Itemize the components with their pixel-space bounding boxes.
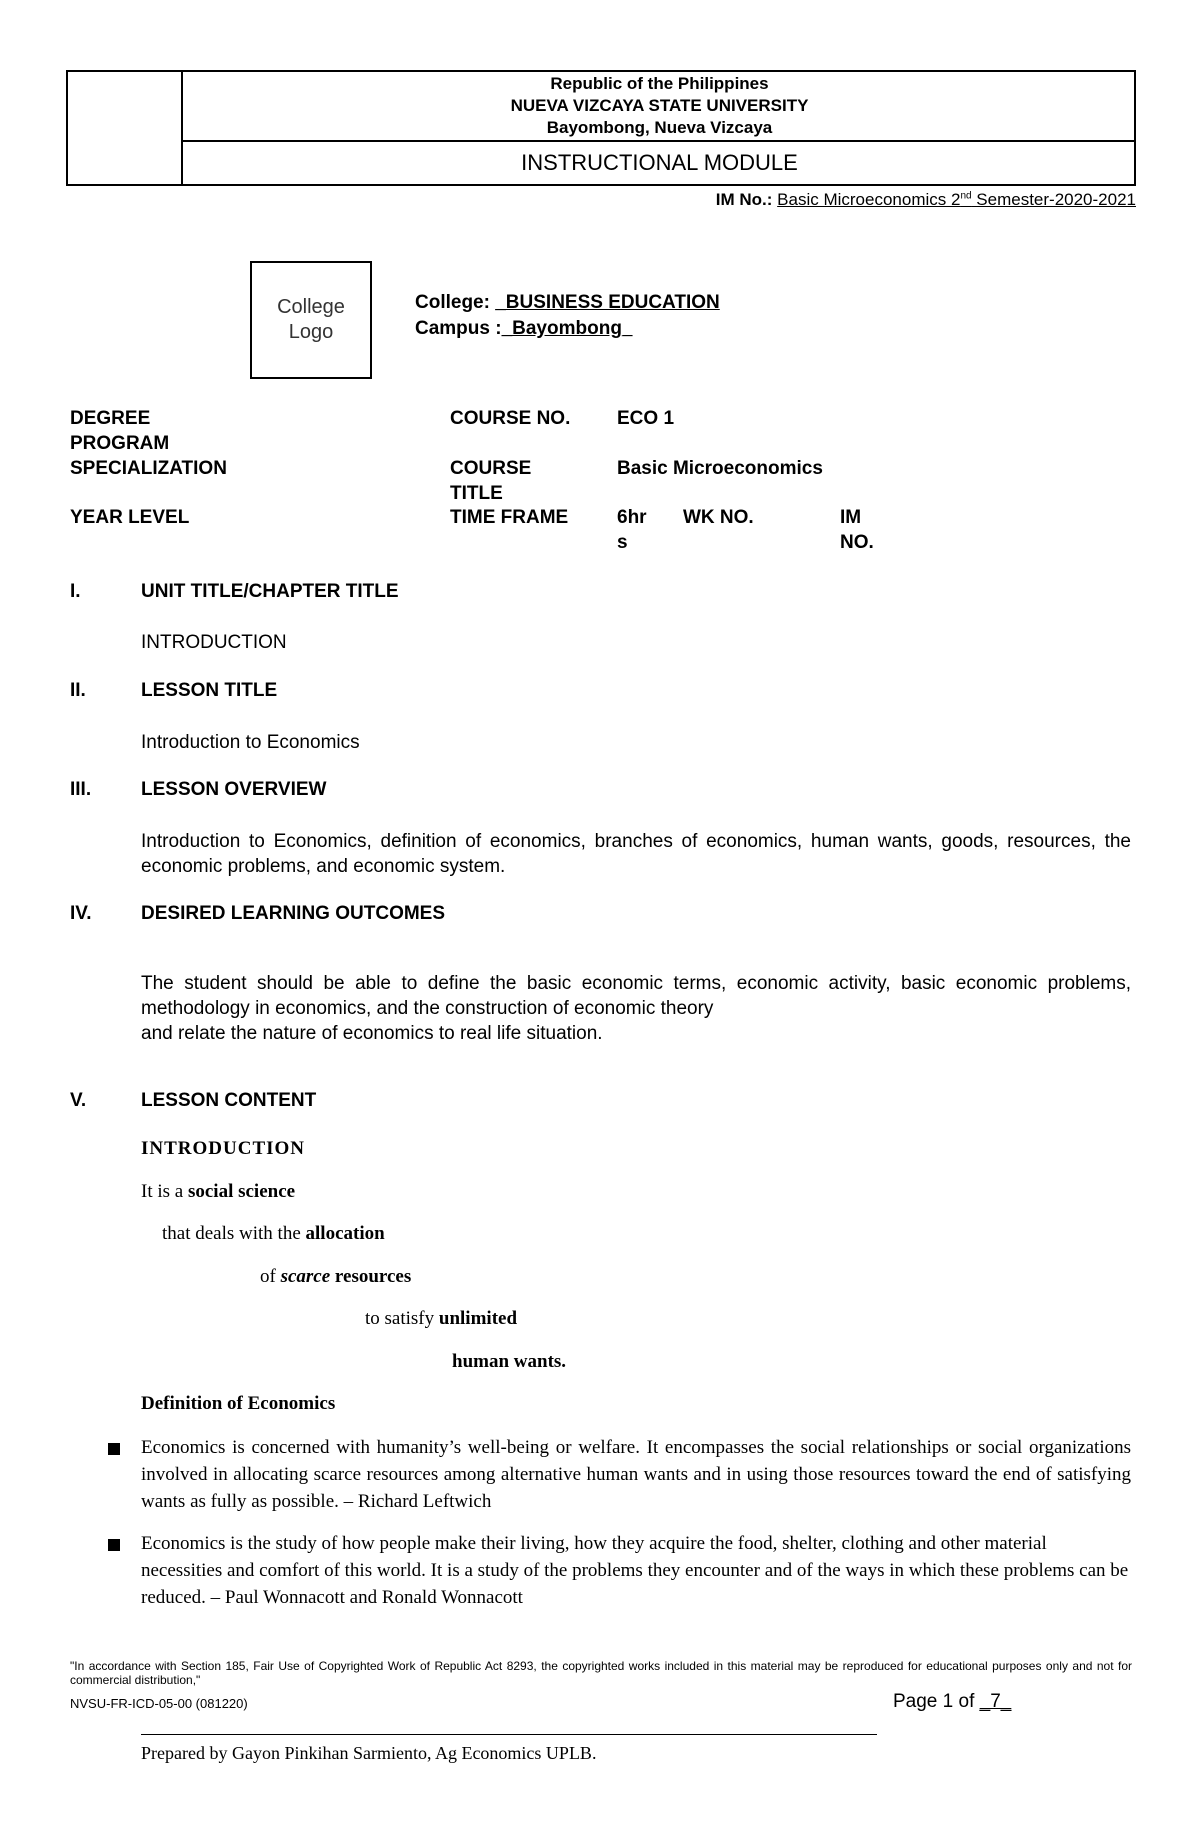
section-5-number: V. xyxy=(70,1090,87,1111)
header-divider xyxy=(183,140,1136,142)
year-level-label: YEAR LEVEL xyxy=(70,507,190,528)
section-2-title: LESSON TITLE xyxy=(141,680,278,701)
definition-bullet-1: Economics is concerned with humanity’s well-being or welfare. It encompasses the social relationships or social organizations involved in allocating scarce resources among alternative human wants and in using those resources toward the end of satisfying wants as fully as possible. – Richard Leftwich xyxy=(141,1437,1131,1512)
content-intro-heading: INTRODUCTION xyxy=(141,1138,306,1159)
im-number-value: Basic Microeconomics 2nd Semester-2020-2021 xyxy=(777,190,1136,209)
college-logo-text-2: Logo xyxy=(288,321,334,343)
content-line-2: that deals with the allocation xyxy=(162,1223,385,1244)
form-number: NVSU-FR-ICD-05-00 (081220) xyxy=(70,1696,248,1711)
header-republic: Republic of the Philippines xyxy=(550,74,769,93)
header-university: NUEVA VIZCAYA STATE UNIVERSITY xyxy=(510,96,809,115)
definition-bullet-2: Economics is the study of how people make their living, how they acquire the food, shelter, clothing and other material necessities and comfort of this world. It is a study of the problems they encounter and of the ways in which these problems can be reduced. – Paul Wonnacott and Ronald Wonnacott xyxy=(141,1533,1129,1608)
course-no-value: ECO 1 xyxy=(617,408,675,429)
college-value: _BUSINESS EDUCATION xyxy=(495,292,720,313)
college-logo-text-1: College xyxy=(277,296,345,318)
course-title-value: Basic Microeconomics xyxy=(617,458,823,479)
im-no-label: IM NO. xyxy=(840,507,874,553)
section-5-title: LESSON CONTENT xyxy=(141,1090,317,1111)
footer-rule xyxy=(141,1734,877,1735)
bullet-square-icon xyxy=(108,1539,120,1551)
im-number xyxy=(716,190,1136,210)
header-location: Bayombong, Nueva Vizcaya xyxy=(546,118,773,137)
im-number-label: IM No.: xyxy=(715,190,773,209)
specialization-label: SPECIALIZATION xyxy=(70,458,227,479)
college-line xyxy=(415,292,720,314)
section-1-title: UNIT TITLE/CHAPTER TITLE xyxy=(141,581,399,602)
time-frame-value: 6hr s xyxy=(617,507,647,553)
copyright-notice: "In accordance with Section 185, Fair Use of Copyrighted Work of Republic Act 8293, the copyrighted works included in this material may be reproduced for educational purposes only and not for commercial distribution," xyxy=(70,1659,1132,1687)
content-line-4: to satisfy unlimited xyxy=(365,1308,518,1329)
section-4-number: IV. xyxy=(70,903,92,924)
section-1-number: I. xyxy=(70,581,81,602)
section-2-body: Introduction to Economics xyxy=(141,732,360,753)
course-title-label: COURSE TITLE xyxy=(450,458,532,504)
course-no-label: COURSE NO. xyxy=(450,408,571,429)
campus-label: Campus : xyxy=(415,318,502,339)
content-line-1: It is a social science xyxy=(141,1181,296,1202)
definition-heading: Definition of Economics xyxy=(141,1393,336,1414)
content-line-5: human wants. xyxy=(452,1351,567,1372)
module-title: INSTRUCTIONAL MODULE xyxy=(521,150,798,175)
section-4-body: The student should be able to define the basic economic terms, economic activity, basic economic problems, methodology in economics, and the construction of economic theory and relate the nature of economics to real life situation. xyxy=(141,973,1131,1044)
header-logo-cell xyxy=(66,70,183,186)
campus-line xyxy=(415,318,633,340)
section-4-title: DESIRED LEARNING OUTCOMES xyxy=(141,903,446,924)
content-line-3: of scarce resources xyxy=(260,1266,412,1287)
section-2-number: II. xyxy=(70,680,86,701)
college-label: College: xyxy=(415,292,490,313)
bullet-square-icon xyxy=(108,1443,120,1455)
section-3-title: LESSON OVERVIEW xyxy=(141,779,327,800)
degree-label: DEGREE PROGRAM xyxy=(70,408,170,454)
page-indicator: Page 1 of _7_ xyxy=(893,1691,1012,1712)
prepared-by: Prepared by Gayon Pinkihan Sarmiento, Ag Economics UPLB. xyxy=(141,1743,597,1763)
section-1-body: INTRODUCTION xyxy=(141,632,287,653)
section-3-number: III. xyxy=(70,779,92,800)
wk-no-label: WK NO. xyxy=(683,507,754,528)
time-frame-label: TIME FRAME xyxy=(450,507,569,528)
campus-value: _Bayombong_ xyxy=(501,318,633,339)
section-3-body: Introduction to Economics, definition of economics, branches of economics, human wants, goods, resources, the economic problems, and economic system. xyxy=(141,831,1131,877)
college-logo xyxy=(250,261,372,379)
